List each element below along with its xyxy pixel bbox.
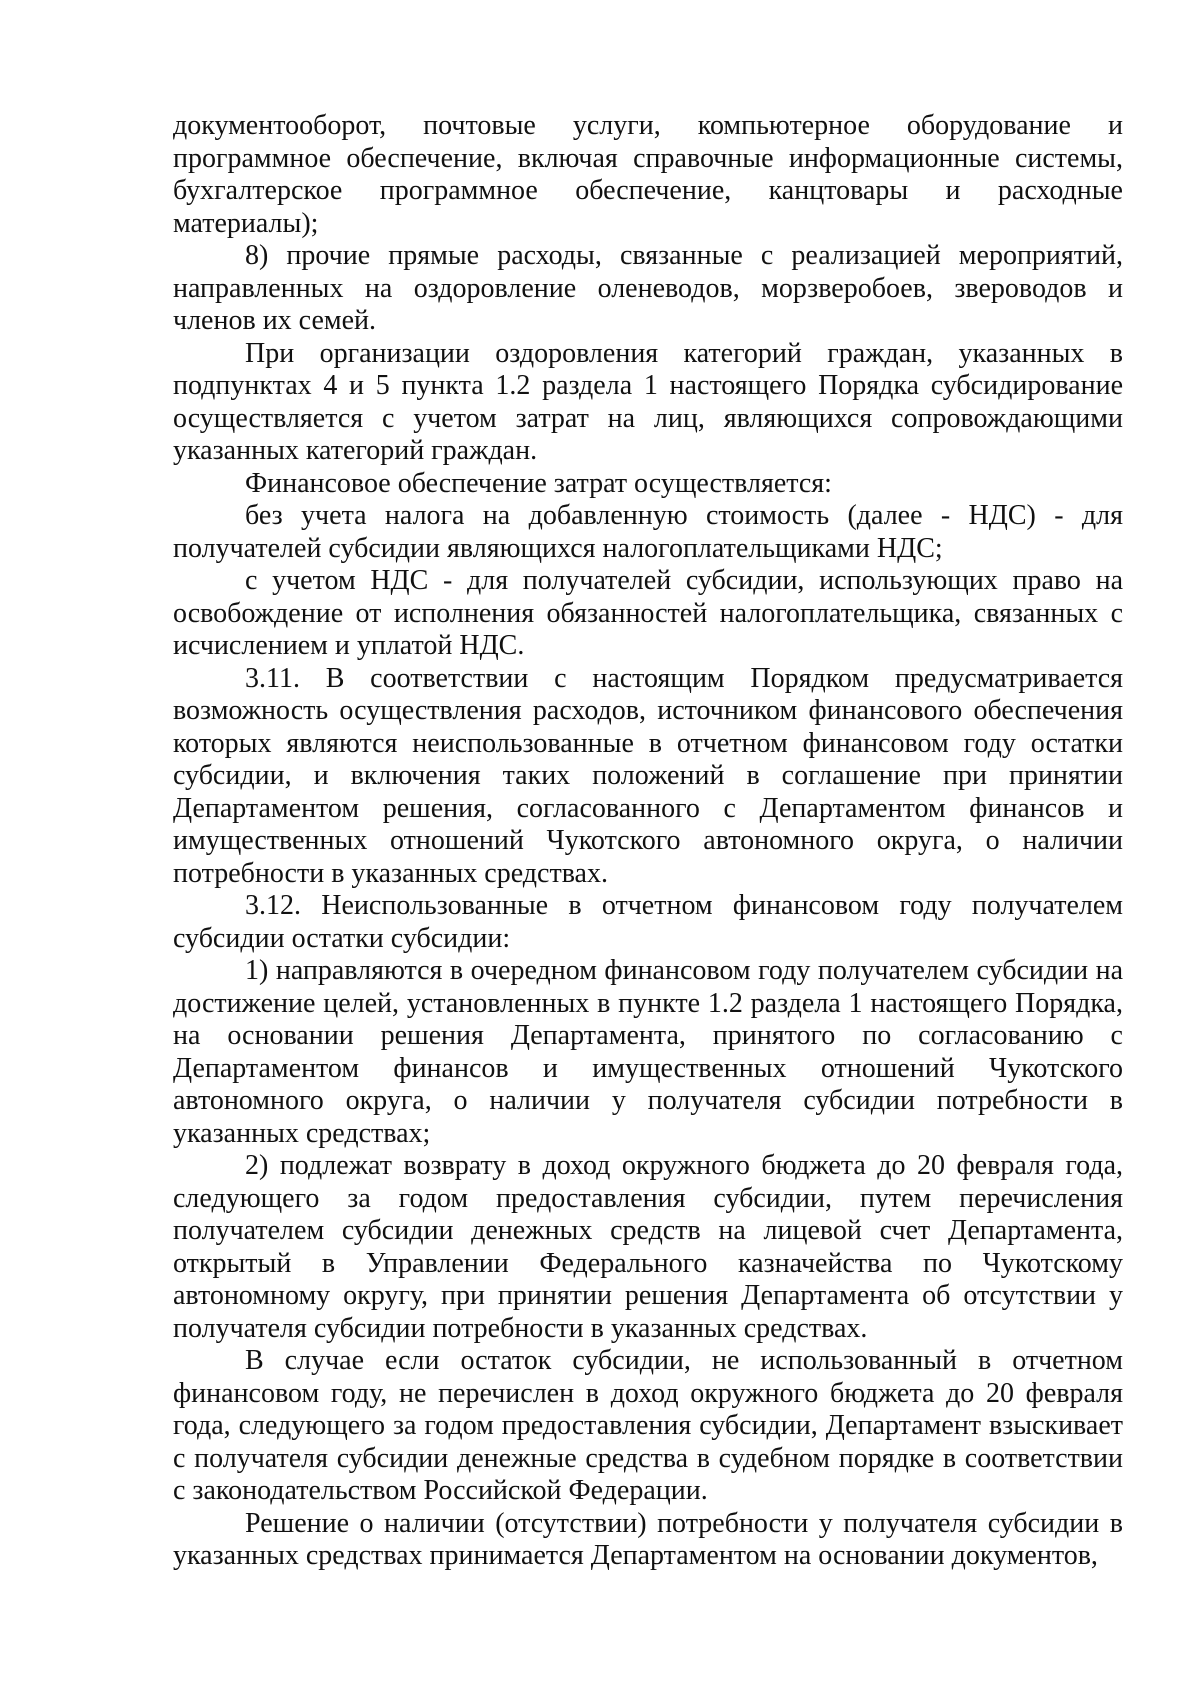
document-page — [173, 110, 1123, 1573]
paragraph-3-12-item-2: 2) подлежат возврату в доход окружного бюджета до 20 февраля года, следующего за годом предоставления субсидии, путем перечисления получателем субсидии денежных средств на лицевой счет Департамента, открытый в Управлении Федерального казначейства по Чукотскому автономному округу, при принятии решения Департамента об отсутствии у получателя субсидии потребности в указанных средствах. — [173, 1150, 1123, 1344]
paragraph-3-12-item-1: 1) направляются в очередном финансовом году получателем субсидии на достижение целей, установленных в пункте 1.2 раздела 1 настоящего Порядка, на основании решения Департамента, принятого по согласованию с Департаментом финансов и имущественных отношений Чукотского автономного округа, о наличии у получателя субсидии потребности в указанных средствах; — [173, 955, 1123, 1149]
paragraph-financing-intro: Финансовое обеспечение затрат осуществляется: — [245, 467, 832, 499]
paragraph-with-vat: с учетом НДС - для получателей субсидии, использующих право на освобождение от исполнения обязанностей налогоплательщика, связанных с исчислением и уплатой НДС. — [173, 565, 1123, 661]
paragraph-3-11: 3.11. В соответствии с настоящим Порядком предусматривается возможность осуществления расходов, источником финансового обеспечения которых являются неиспользованные в отчетном финансовом году остатки субсидии, и включения таких положений в соглашение при принятии Департаментом решения, согласованного с Департаментом финансов и имущественных отношений Чукотского автономного округа, о наличии потребности в указанных средствах. — [173, 662, 1123, 889]
paragraph-recovery: В случае если остаток субсидии, не использованный в отчетном финансовом году, не перечислен в доход окружного бюджета до 20 февраля года, следующего за годом предоставления субсидии, Департамент взыскивает с получателя субсидии денежные средства в судебном порядке в соответствии с законодательством Российской Федерации. — [173, 1345, 1123, 1506]
paragraph-3-12: 3.12. Неиспользованные в отчетном финансовом году получателем субсидии остатки субсидии: — [173, 890, 1123, 954]
paragraph-continuation: документооборот, почтовые услуги, компьютерное оборудование и программное обеспечение, включая справочные информационные системы, бухгалтерское программное обеспечение, канцтовары и расходные материалы); — [173, 110, 1123, 239]
paragraph-accompanying-persons: При организации оздоровления категорий граждан, указанных в подпунктах 4 и 5 пункта 1.2 раздела 1 настоящего Порядка субсидирование осуществляется с учетом затрат на лиц, являющихся сопровождающими указанных категорий граждан. — [173, 337, 1123, 466]
paragraph-item-8: 8) прочие прямые расходы, связанные с реализацией мероприятий, направленных на оздоровление оленеводов, морзверобоев, звероводов и членов их семей. — [173, 240, 1123, 336]
paragraph-without-vat: без учета налога на добавленную стоимость (далее - НДС) - для получателей субсидии являющихся налогоплательщиками НДС; — [173, 500, 1123, 564]
paragraph-decision: Решение о наличии (отсутствии) потребности у получателя субсидии в указанных средствах принимается Департаментом на основании документов, — [173, 1507, 1123, 1571]
